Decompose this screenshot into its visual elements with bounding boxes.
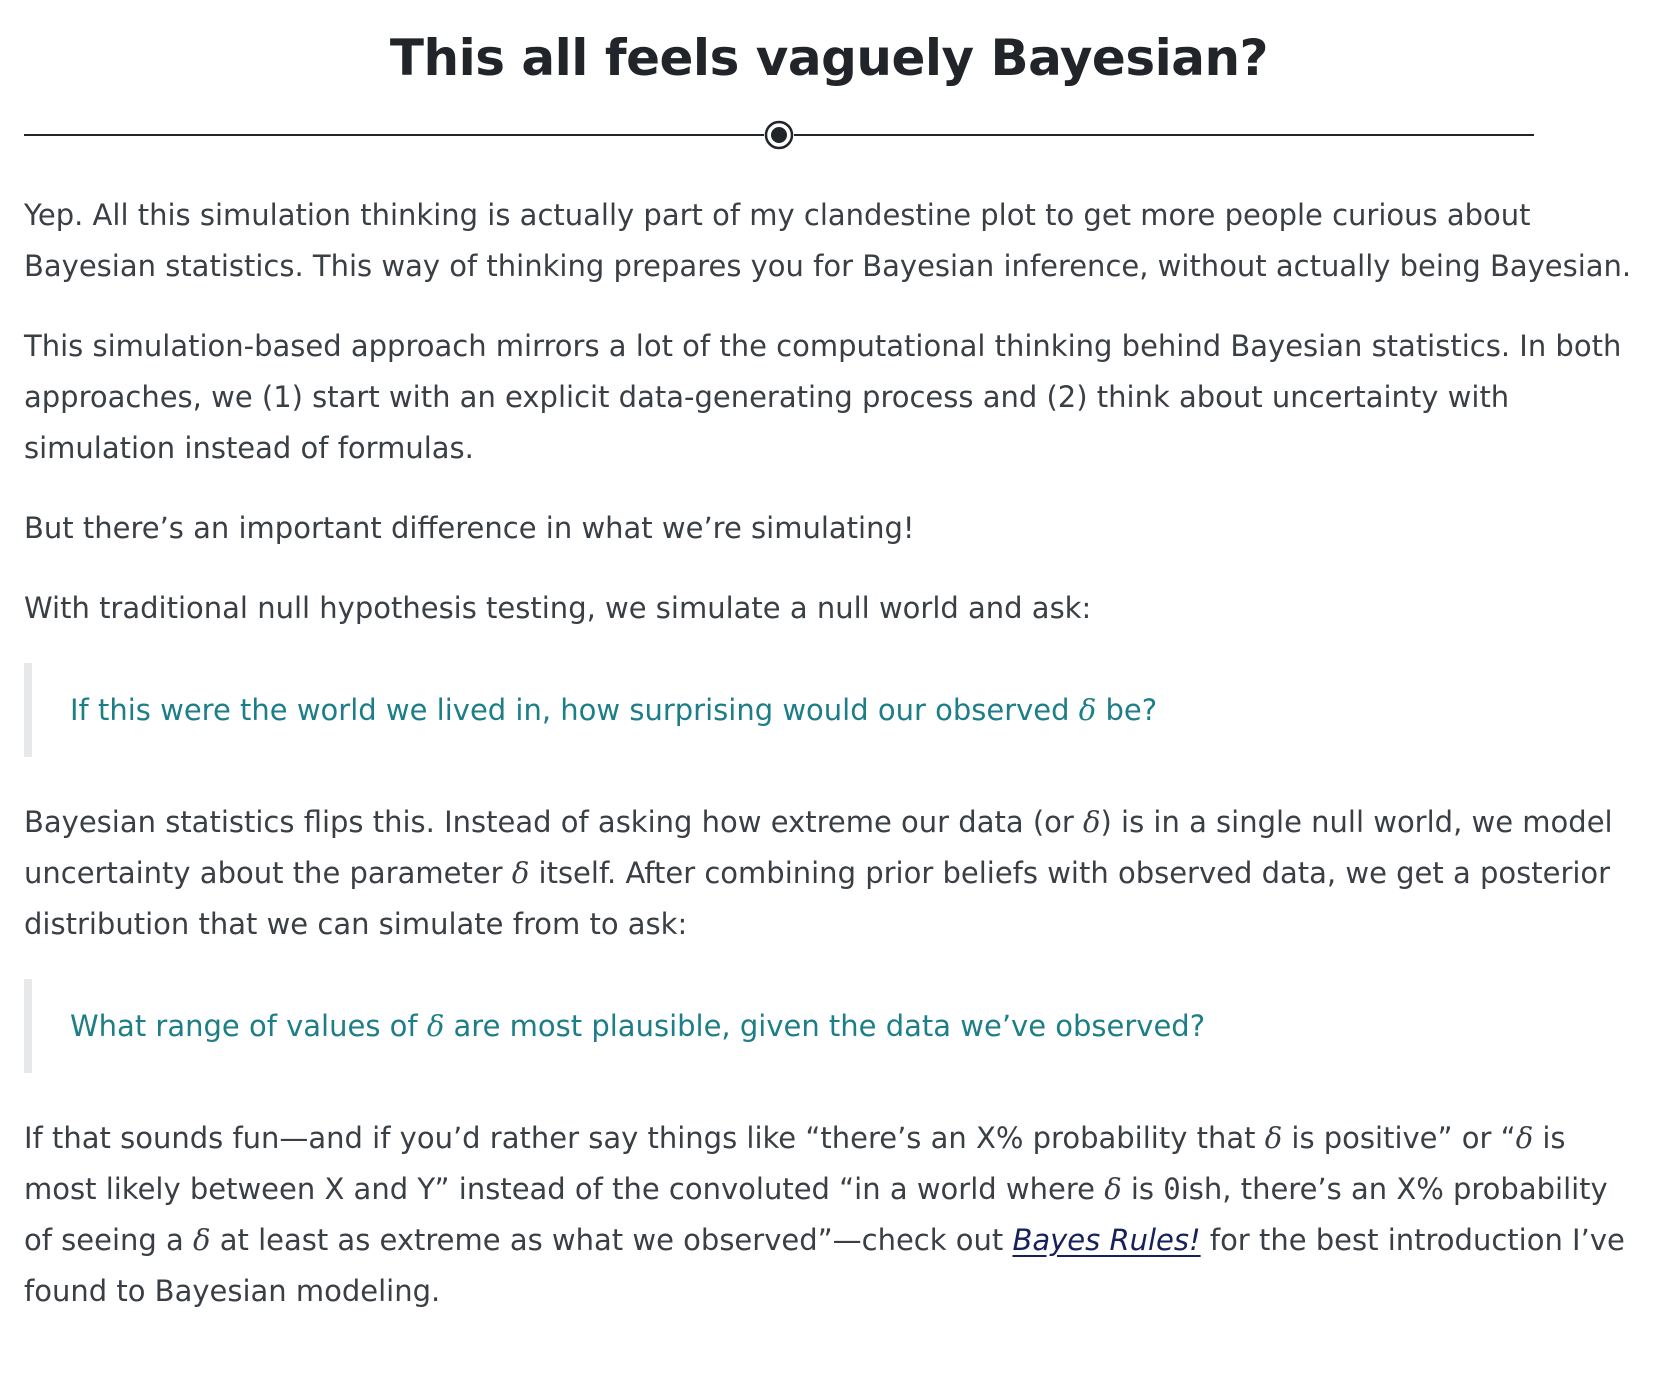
delta-symbol: δ [1104,1172,1122,1206]
text-segment: at least as extreme as what we observed”—check out [210,1223,1013,1257]
delta-symbol: δ [1264,1121,1283,1155]
bayes-rules-link[interactable]: Bayes Rules! [1012,1223,1201,1257]
article [24,0,1634,1346]
quote-text: are most plausible, given the data we’ve observed? [444,1009,1206,1043]
circled-dot-icon [24,120,1534,150]
delta-symbol: δ [1078,693,1097,727]
paragraph-null-testing: With traditional null hypothesis testing, we simulate a null world and ask: [24,591,1092,625]
blockquote-null-question [24,663,1634,757]
quote-text: If this were the world we lived in, how surprising would our observed [70,693,1079,727]
text-segment: is [1121,1172,1164,1206]
paragraph-difference: But there’s an important difference in what we’re simulating! [24,511,915,545]
delta-symbol: δ [1083,805,1101,839]
text-segment: is most likely between X and Y” instead of the convoluted “in a world where [24,1121,1566,1206]
text-segment: If that sounds fun—and if you’d rather say things like “there’s an X% probability that [24,1121,1265,1155]
blockquote-posterior-question [24,979,1634,1073]
paragraph-simulation-approach: This simulation-based approach mirrors a lot of the computational thinking behind Bayesian statistics. In both approaches, we (1) start with an explicit data-generating process and (2) think about uncertainty with simulation instead of formulas. [24,329,1622,465]
paragraph-intro: Yep. All this simulation thinking is actually part of my clandestine plot to get more people curious about Bayesian statistics. This way of thinking prepares you for Bayesian inference, without actually being Bayesian. [24,198,1632,283]
page-title: This all feels vaguely Bayesian? [389,29,1269,87]
text-segment: ) is in a single null world, we model uncertainty about the parameter [24,805,1613,890]
delta-symbol: δ [511,856,530,890]
quote-text: What range of values of [70,1009,427,1043]
paragraph-bayesian-flips [24,797,1634,950]
text-segment: itself. After combining prior beliefs with observed data, we get a posterior distribution that we can simulate from to ask: [24,856,1611,941]
text-segment: for the best introduction I’ve found to Bayesian modeling. [24,1223,1625,1308]
section-divider [24,120,1634,150]
delta-symbol: δ [193,1223,211,1257]
text-segment: Bayesian statistics flips this. Instead of asking how extreme our data (or [24,805,1084,839]
text-segment: ish, there’s an X% probability of seeing a [24,1172,1608,1257]
quote-text: be? [1096,693,1158,727]
delta-symbol: δ [426,1009,445,1043]
paragraph-bayes-rules [24,1113,1634,1317]
zero-digit: 0 [1163,1172,1181,1206]
delta-symbol: δ [1515,1121,1534,1155]
text-segment: is positive” or “ [1282,1121,1516,1155]
